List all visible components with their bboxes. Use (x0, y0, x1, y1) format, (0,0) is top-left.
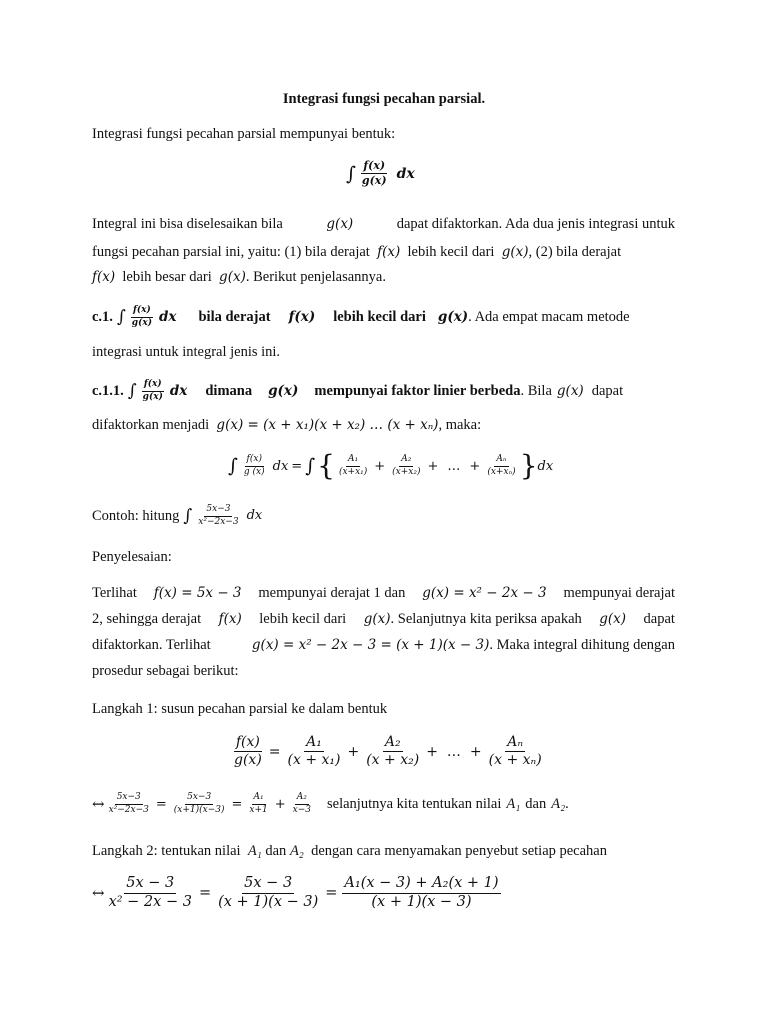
para2-line2 (92, 610, 675, 628)
text-span: dapat (591, 383, 624, 400)
text-span: dan (265, 843, 287, 859)
text-span: 2, sehingga derajat (92, 611, 202, 627)
example-line: Contoh: hitung ∫ $\frac{5x-3}{\text{x²−2x−3}}$ dx (92, 504, 263, 527)
fraction-denominator: x²−2x−3 (198, 516, 239, 527)
text-span: lebih besar dari (122, 269, 212, 285)
fraction-denominator: (x+1)(x−3) (173, 804, 225, 815)
text-span: dapat (643, 611, 675, 627)
equivalence-arrow: ↔ (92, 884, 105, 903)
section-c11-line2 (92, 416, 481, 434)
text-span: dengan cara menyamakan penyebut setiap pecahan (311, 843, 607, 859)
fraction-denominator: x−3 (292, 804, 312, 815)
fraction-numerator: f(x) (131, 306, 153, 318)
dx-span: dx (169, 383, 188, 400)
math-span: A₂ (289, 843, 304, 859)
fraction-numerator: f(x) (142, 380, 164, 392)
fraction-numerator: A₁ (346, 455, 360, 467)
math-span: g(x) (326, 216, 354, 232)
para1-line1 (92, 215, 675, 233)
math-span: f(x) (92, 269, 116, 285)
text-span: Langkah 2: tentukan nilai (92, 843, 241, 859)
fraction-numerator: 5x−3 (185, 793, 213, 805)
equivalence-arrow: ↔ (92, 795, 105, 814)
text-span: . (565, 795, 569, 812)
math-span: g(x) (268, 383, 299, 400)
text-span: lebih kecil dari (407, 244, 495, 260)
fraction-denominator: x² − 2x − 3 (108, 893, 192, 910)
para1-line2 (92, 243, 621, 261)
text-span: , maka: (438, 417, 482, 433)
ellipsis: … (446, 743, 461, 760)
section-c1-heading: c.1. ∫ $\frac{f(x)}{g(x)}$ dx bila derajat f(x) lebih kecil dari g(x) . Ada empat macam metode (92, 305, 630, 328)
page-title: Integrasi fungsi pecahan parsial. (282, 91, 486, 107)
para2-line1 (92, 584, 675, 602)
fraction-denominator: (x + 1)(x − 3) (218, 893, 319, 910)
fraction-denominator: g (x) (243, 466, 265, 477)
text-span: . Selanjutnya kita periksa apakah (390, 611, 582, 627)
math-span: g(x) = (x + x₁)(x + x₂) … (x + xₙ) (216, 417, 439, 433)
para1-line3 (92, 268, 386, 286)
fraction-denominator: x²−2x−3 (108, 804, 149, 815)
math-span: A₂ (551, 795, 566, 812)
equation-step2: ↔ $\frac{5x - 3}{\text{x² − 2x − 3}}$ = $\frac{5x - 3}{(x + 1)(x - 3)}$ = $\frac{\text{A₁(x − 3) + A₂(x + 1)}}{(x + 1)(x - 3)}$ (92, 875, 499, 910)
text-span: lebih kecil dari (259, 611, 347, 627)
text-span: . Bila (520, 383, 552, 400)
fraction-denominator: (x + x₂) (366, 752, 420, 769)
dx-span: dx (246, 508, 263, 524)
para2-line4: prosedur sebagai berikut: (92, 663, 239, 679)
fraction-denominator: g(x) (131, 317, 152, 328)
text-span: . Maka integral dihitung dengan (489, 637, 675, 653)
text-span: . Ada empat macam metode (468, 309, 630, 326)
math-span: g(x) (599, 611, 627, 627)
math-span: f(x) = 5x − 3 (153, 585, 242, 601)
section-label: c.1.1. (92, 383, 124, 400)
fraction-denominator: (x+x₂) (392, 466, 421, 477)
math-span: g(x) = x² − 2x − 3 (422, 585, 547, 601)
section-c11-heading: c.1.1. ∫ $\frac{f(x)}{g(x)}$ dx dimana g(x) mempunyai faktor linier berbeda . Bila g(x) dapat (92, 379, 624, 402)
fraction-denominator: (x + 1)(x − 3) (371, 893, 472, 910)
fraction-numerator: 5x−3 (204, 505, 232, 517)
math-span: g(x) (556, 383, 584, 400)
text-span: mempunyai derajat 1 dan (258, 585, 406, 601)
section-c1-line2: integrasi untuk integral jenis ini. (92, 344, 281, 360)
intro-text: Integrasi fungsi pecahan parsial mempunyai bentuk: (92, 126, 396, 142)
text-span: mempunyai derajat (563, 585, 675, 601)
fraction-numerator: A₁ (304, 735, 324, 752)
fraction-denominator: (x + x₁) (287, 752, 341, 769)
fraction-numerator: A₂ (383, 735, 403, 752)
bold-text: lebih kecil dari (333, 309, 426, 326)
dx-span: dx (158, 309, 177, 326)
step1-label: Langkah 1: susun pecahan parsial ke dalam bentuk (92, 701, 388, 717)
equation-step1-specific: ↔ $\frac{5x-3}{\text{x²−2x−3}}$ = $\frac{5x-3}{(x+1)(x-3)}$ = $\frac{\text{A₁}}{x+1}$ + $\frac{\text{A₂}}{x-3}$ selanjutnya kita tentukan nilai A₁ dan A₂ . (92, 792, 569, 815)
text-span: dapat difaktorkan. Ada dua jenis integrasi untuk (396, 216, 675, 232)
section-label: c.1. (92, 309, 113, 326)
dx-span: dx (537, 458, 554, 474)
text-span: dan (525, 795, 547, 812)
text-span: . Berikut penjelasannya. (245, 269, 386, 285)
formula-general: ∫ $\frac{f(x)}{g(x)}$ dx (346, 159, 415, 188)
fraction-denominator: (x+xₙ) (487, 466, 516, 477)
fraction-numerator: Aₙ (505, 735, 525, 752)
fraction-numerator: A₁(x − 3) + A₂(x + 1) (342, 876, 500, 894)
math-span: f(x) (218, 611, 242, 627)
fraction-numerator: 5x−3 (115, 793, 143, 805)
math-span: g(x) (363, 611, 391, 627)
formula-denominator: g(x) (361, 174, 387, 188)
math-span: g(x) (219, 269, 246, 285)
formula-numerator: f(x) (361, 160, 387, 174)
fraction-numerator: 5x − 3 (124, 876, 176, 894)
text-span: difaktorkan. Terlihat (92, 637, 211, 653)
math-span: A₁ (506, 795, 521, 812)
dx-span: dx (272, 458, 289, 474)
equation-step1-general: $\frac{f(x)}{g(x)}$ = $\frac{\text{A₁}}{\text{(x + x₁)}}$ + $\frac{\text{A₂}}{\text{(x + x₂)}}$ + … + $\frac{\text{Aₙ}}{\text{(x + xₙ)}}$ (234, 734, 542, 769)
para2-line3 (92, 636, 675, 654)
math-span: g(x) = x² − 2x − 3 = (x + 1)(x − 3) (251, 637, 490, 653)
fraction-numerator: A₁ (252, 793, 266, 805)
bold-text: dimana (205, 383, 253, 400)
fraction-denominator: (x + xₙ) (488, 752, 542, 769)
fraction-denominator: x+1 (249, 804, 268, 815)
bold-text: mempunyai faktor linier berbeda (314, 383, 521, 400)
math-span: A₁ (247, 843, 262, 859)
math-span: f(x) (377, 244, 401, 260)
text-span: difaktorkan menjadi (92, 417, 210, 433)
text-span: Integral ini bisa diselesaikan bila (92, 216, 283, 232)
text-span: selanjutnya kita tentukan nilai (327, 795, 502, 812)
step2-label (92, 842, 607, 860)
fraction-numerator: 5x − 3 (242, 876, 294, 894)
fraction-denominator: (x+x₁) (338, 466, 368, 477)
ellipsis: … (447, 458, 461, 474)
text-span: fungsi pecahan parsial ini, yaitu: (1) bila derajat (92, 244, 370, 260)
fraction-numerator: A₂ (399, 455, 413, 467)
math-span: g(x) (501, 244, 529, 260)
math-span: g(x) (437, 309, 469, 326)
fraction-numerator: f(x) (234, 735, 262, 752)
fraction-denominator: g(x) (142, 391, 163, 402)
fraction-denominator: g(x) (234, 752, 262, 769)
fraction-numerator: A₂ (295, 793, 309, 805)
fraction-numerator: Aₙ (494, 455, 508, 467)
solution-label: Penyelesaian: (92, 549, 172, 565)
text-span: Contoh: hitung (92, 508, 180, 525)
fraction-numerator: f(x) (245, 455, 264, 467)
formula-dx: dx (396, 165, 415, 182)
bold-text: bila derajat (198, 309, 271, 326)
text-span: , (2) bila derajat (528, 244, 622, 260)
equation-partial-fraction-general: ∫ $\frac{f(x)}{g (x)}$ dx = ∫ { $\frac{\text{A₁}}{\text{(x+x₁)}}$ + $\frac{\text{A₂}}{\text{(x+x₂)}}$ + … + $\frac{\text{Aₙ}}{\text{(x+xₙ)}}$ } dx (228, 449, 554, 482)
math-span: f(x) (288, 309, 316, 326)
text-span: Terlihat (92, 585, 137, 601)
